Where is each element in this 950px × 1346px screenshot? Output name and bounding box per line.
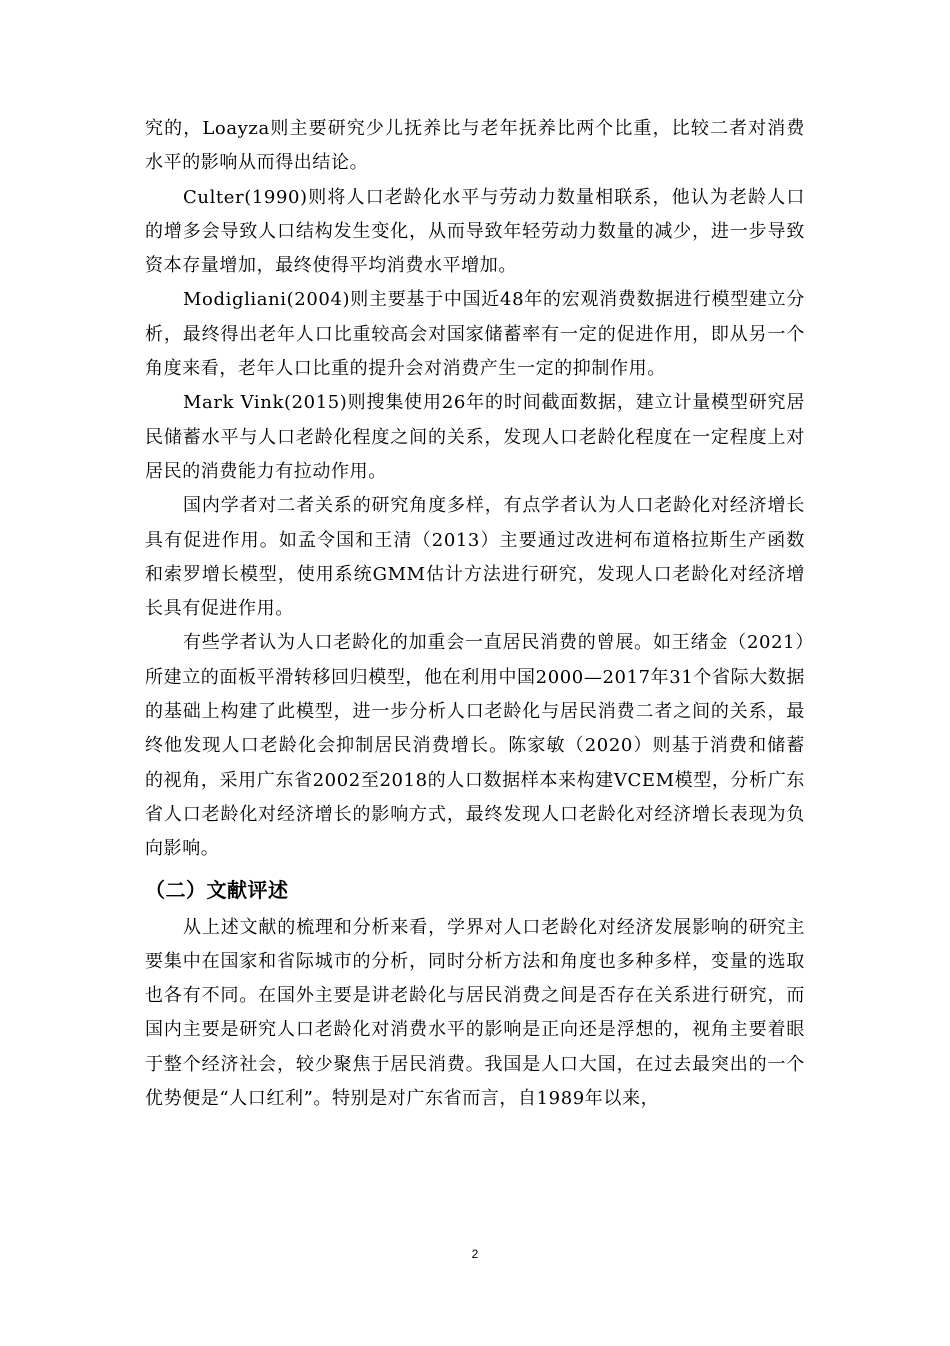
- paragraph-culter: Culter(1990)则将人口老龄化水平与劳动力数量相联系，他认为老龄人口的增多会导致人口结构发生变化，从而导致年轻劳动力数量的减少，进一步导致资本存量增加，最终使得平均消费水平增加。: [145, 186, 805, 277]
- paragraph-literature-review: 从上述文献的梳理和分析来看，学界对人口老龄化对经济发展影响的研究主要集中在国家和省际城市的分析，同时分析方法和角度也多种多样，变量的选取也各有不同。在国外主要是讲老龄化与居民消费之间是否存在关系进行研究，而国内主要是研究人口老龄化对消费水平的影响是正向还是浮想的，视角主要着眼于整个经济社会，较少聚焦于居民消费。我国是人口大国，在过去最突出的一个优势便是“人口红利”。特别是对广东省而言，自1989年以来，: [145, 916, 805, 1110]
- paragraph-domestic-scholars: 国内学者对二者关系的研究角度多样，有点学者认为人口老龄化对经济增长具有促进作用。如孟令国和王清（2013）主要通过改进柯布道格拉斯生产函数和索罗增长模型，使用系统GMM估计方法进行研究，发现人口老龄化对经济增长具有促进作用。: [145, 495, 805, 620]
- page-number: 2: [471, 1247, 479, 1261]
- paragraph-mark-vink: Mark Vink(2015)则搜集使用26年的时间截面数据，建立计量模型研究居民储蓄水平与人口老龄化程度之间的关系，发现人口老龄化程度在一定程度上对居民的消费能力有拉动作用。: [145, 392, 805, 482]
- paragraph-modigliani: Modigliani(2004)则主要基于中国近48年的宏观消费数据进行模型建立分析，最终得出老年人口比重较高会对国家储蓄率有一定的促进作用，即从另一个角度来看，老年人口比重的提升会对消费产生一定的抑制作用。: [145, 289, 805, 380]
- section-heading-literature-review: （二）文献评述: [145, 877, 289, 902]
- paragraph-negative-effects: 有些学者认为人口老龄化的加重会一直居民消费的曾展。如王绪金（2021）所建立的面板平滑转移回归模型，他在利用中国2000—2017年31个省际大数据的基础上构建了此模型，进一步分析人口老龄化与居民消费二者之间的关系，最终他发现人口老龄化会抑制居民消费增长。陈家敏（2020）则基于消费和储蓄的视角，采用广东省2002至2018的人口数据样本来构建VCEM模型，分析广东省人口老龄化对经济增长的影响方式，最终发现人口老龄化对经济增长表现为负向影响。: [145, 632, 805, 860]
- page-body: [145, 112, 805, 1116]
- paragraph-continuation: 究的，Loayza则主要研究少儿抚养比与老年抚养比两个比重，比较二者对消费水平的影响从而得出结论。: [145, 118, 805, 174]
